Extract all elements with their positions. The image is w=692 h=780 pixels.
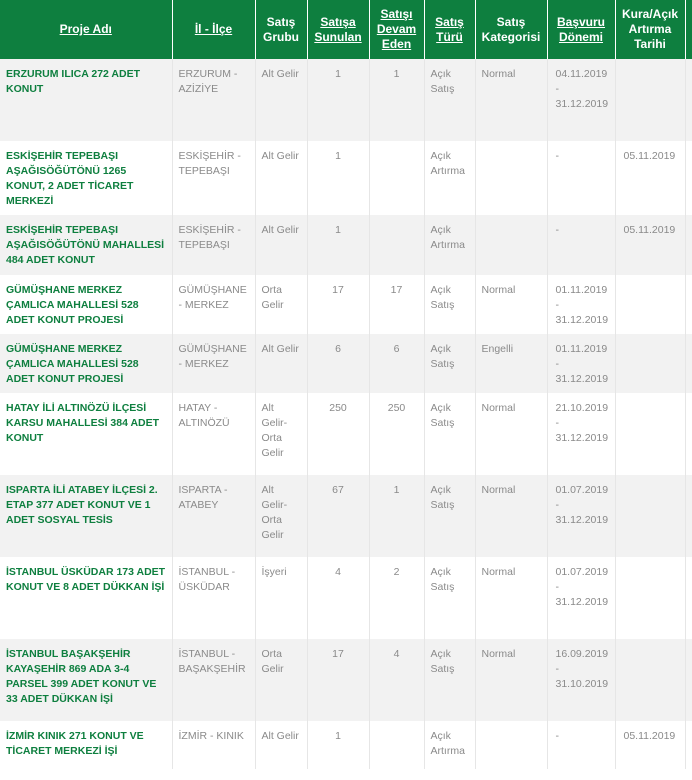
- ongoing-cell: [369, 721, 424, 769]
- sales-group-cell: Orta Gelir: [255, 639, 307, 721]
- sales-type-cell: Açık Satış: [424, 275, 475, 334]
- application-period-cell: 01.11.2019 - 31.12.2019: [547, 334, 615, 393]
- ongoing-cell: [369, 215, 424, 275]
- project-name-link[interactable]: ERZURUM ILICA 272 ADET KONUT: [0, 59, 172, 141]
- table-row: [0, 475, 692, 557]
- table-row: [0, 334, 692, 393]
- table-row: [0, 141, 692, 215]
- extra-cell: [685, 59, 692, 141]
- ongoing-cell: 1: [369, 475, 424, 557]
- application-period-cell: 16.09.2019 - 31.10.2019: [547, 639, 615, 721]
- offered-cell: 1: [307, 215, 369, 275]
- sales-category-cell: Normal: [475, 59, 547, 141]
- location-cell: ESKİŞEHİR - TEPEBAŞI: [172, 141, 255, 215]
- header-location[interactable]: İl - İlçe: [172, 0, 255, 59]
- application-period-cell: 01.11.2019 - 31.12.2019: [547, 275, 615, 334]
- location-cell: İZMİR - KINIK: [172, 721, 255, 769]
- extra-cell: [685, 215, 692, 275]
- draw-date-cell: [615, 557, 685, 639]
- extra-cell: [685, 721, 692, 769]
- extra-cell: [685, 141, 692, 215]
- offered-cell: 1: [307, 141, 369, 215]
- sales-type-cell: Açık Artırma: [424, 141, 475, 215]
- table-row: [0, 557, 692, 639]
- sales-group-cell: Alt Gelir- Orta Gelir: [255, 393, 307, 475]
- header-ongoing[interactable]: Satışı Devam Eden: [369, 0, 424, 59]
- offered-cell: 4: [307, 557, 369, 639]
- sales-category-cell: Normal: [475, 393, 547, 475]
- project-name-link[interactable]: HATAY İLİ ALTINÖZÜ İLÇESİ KARSU MAHALLESİ 384 ADET KONUT: [0, 393, 172, 475]
- draw-date-cell: [615, 639, 685, 721]
- location-cell: ESKİŞEHİR - TEPEBAŞI: [172, 215, 255, 275]
- draw-date-cell: [615, 475, 685, 557]
- sales-category-cell: Engelli: [475, 334, 547, 393]
- location-cell: GÜMÜŞHANE - MERKEZ: [172, 334, 255, 393]
- sales-type-cell: Açık Satış: [424, 393, 475, 475]
- ongoing-cell: 6: [369, 334, 424, 393]
- table-row: [0, 393, 692, 475]
- draw-date-cell: [615, 275, 685, 334]
- offered-cell: 67: [307, 475, 369, 557]
- offered-cell: 17: [307, 639, 369, 721]
- sales-type-cell: Açık Artırma: [424, 215, 475, 275]
- table-header-row: [0, 0, 692, 59]
- table-row: [0, 215, 692, 275]
- header-application-period[interactable]: Başvuru Dönemi: [547, 0, 615, 59]
- application-period-cell: 01.07.2019 - 31.12.2019: [547, 475, 615, 557]
- sales-category-cell: Normal: [475, 639, 547, 721]
- sales-type-cell: Açık Satış: [424, 557, 475, 639]
- header-draw-date: Kura/Açık Artırma Tarihi: [615, 0, 685, 59]
- project-name-link[interactable]: ESKİŞEHİR TEPEBAŞI AŞAĞISÖĞÜTÖNÜ 1265 KONUT, 2 ADET TİCARET MERKEZİ: [0, 141, 172, 215]
- offered-cell: 6: [307, 334, 369, 393]
- draw-date-cell: 05.11.2019: [615, 141, 685, 215]
- header-offered[interactable]: Satışa Sunulan: [307, 0, 369, 59]
- sales-type-cell: Açık Artırma: [424, 721, 475, 769]
- table-row: [0, 59, 692, 141]
- ongoing-cell: [369, 141, 424, 215]
- extra-cell: [685, 334, 692, 393]
- project-name-link[interactable]: ESKİŞEHİR TEPEBAŞI AŞAĞISÖĞÜTÖNÜ MAHALLESİ 484 ADET KONUT: [0, 215, 172, 275]
- sales-group-cell: Alt Gelir: [255, 334, 307, 393]
- ongoing-cell: 4: [369, 639, 424, 721]
- application-period-cell: 04.11.2019 - 31.12.2019: [547, 59, 615, 141]
- draw-date-cell: [615, 59, 685, 141]
- extra-cell: [685, 393, 692, 475]
- sales-category-cell: Normal: [475, 475, 547, 557]
- location-cell: GÜMÜŞHANE - MERKEZ: [172, 275, 255, 334]
- table-row: [0, 639, 692, 721]
- sales-group-cell: İşyeri: [255, 557, 307, 639]
- sales-category-cell: [475, 215, 547, 275]
- draw-date-cell: 05.11.2019: [615, 215, 685, 275]
- sales-group-cell: Orta Gelir: [255, 275, 307, 334]
- offered-cell: 250: [307, 393, 369, 475]
- ongoing-cell: 250: [369, 393, 424, 475]
- header-sales-type[interactable]: Satış Türü: [424, 0, 475, 59]
- sales-group-cell: Alt Gelir: [255, 721, 307, 769]
- table-row: [0, 721, 692, 769]
- application-period-cell: 01.07.2019 - 31.12.2019: [547, 557, 615, 639]
- application-period-cell: -: [547, 721, 615, 769]
- header-extra: [685, 0, 692, 59]
- sales-category-cell: Normal: [475, 275, 547, 334]
- draw-date-cell: [615, 393, 685, 475]
- location-cell: İSTANBUL - BAŞAKŞEHİR: [172, 639, 255, 721]
- extra-cell: [685, 639, 692, 721]
- sales-category-cell: [475, 141, 547, 215]
- table-row: [0, 275, 692, 334]
- header-project-name[interactable]: Proje Adı: [0, 0, 172, 59]
- project-name-link[interactable]: GÜMÜŞHANE MERKEZ ÇAMLICA MAHALLESİ 528 ADET KONUT PROJESİ: [0, 275, 172, 334]
- sales-type-cell: Açık Satış: [424, 639, 475, 721]
- extra-cell: [685, 557, 692, 639]
- ongoing-cell: 1: [369, 59, 424, 141]
- ongoing-cell: 2: [369, 557, 424, 639]
- sales-group-cell: Alt Gelir: [255, 215, 307, 275]
- application-period-cell: -: [547, 141, 615, 215]
- sales-group-cell: Alt Gelir- Orta Gelir: [255, 475, 307, 557]
- offered-cell: 17: [307, 275, 369, 334]
- location-cell: ISPARTA - ATABEY: [172, 475, 255, 557]
- header-sales-category: Satış Kategorisi: [475, 0, 547, 59]
- extra-cell: [685, 475, 692, 557]
- project-name-link[interactable]: İSTANBUL BAŞAKŞEHİR KAYAŞEHİR 869 ADA 3-4 PARSEL 399 ADET KONUT VE 33 ADET DÜKKAN İŞİ: [0, 639, 172, 721]
- application-period-cell: 21.10.2019 - 31.12.2019: [547, 393, 615, 475]
- ongoing-cell: 17: [369, 275, 424, 334]
- sales-type-cell: Açık Satış: [424, 59, 475, 141]
- draw-date-cell: 05.11.2019: [615, 721, 685, 769]
- extra-cell: [685, 275, 692, 334]
- draw-date-cell: [615, 334, 685, 393]
- project-name-link[interactable]: İZMİR KINIK 271 KONUT VE TİCARET MERKEZİ İŞİ: [0, 721, 172, 769]
- offered-cell: 1: [307, 59, 369, 141]
- header-sales-group: Satış Grubu: [255, 0, 307, 59]
- sales-category-cell: [475, 721, 547, 769]
- application-period-cell: -: [547, 215, 615, 275]
- sales-group-cell: Alt Gelir: [255, 141, 307, 215]
- project-name-link[interactable]: ISPARTA İLİ ATABEY İLÇESİ 2. ETAP 377 ADET KONUT VE 1 ADET SOSYAL TESİS: [0, 475, 172, 557]
- location-cell: HATAY - ALTINÖZÜ: [172, 393, 255, 475]
- sales-type-cell: Açık Satış: [424, 334, 475, 393]
- sales-category-cell: Normal: [475, 557, 547, 639]
- project-name-link[interactable]: İSTANBUL ÜSKÜDAR 173 ADET KONUT VE 8 ADET DÜKKAN İŞİ: [0, 557, 172, 639]
- sales-type-cell: Açık Satış: [424, 475, 475, 557]
- project-name-link[interactable]: GÜMÜŞHANE MERKEZ ÇAMLICA MAHALLESİ 528 ADET KONUT PROJESİ: [0, 334, 172, 393]
- location-cell: İSTANBUL - ÜSKÜDAR: [172, 557, 255, 639]
- location-cell: ERZURUM - AZİZİYE: [172, 59, 255, 141]
- offered-cell: 1: [307, 721, 369, 769]
- sales-group-cell: Alt Gelir: [255, 59, 307, 141]
